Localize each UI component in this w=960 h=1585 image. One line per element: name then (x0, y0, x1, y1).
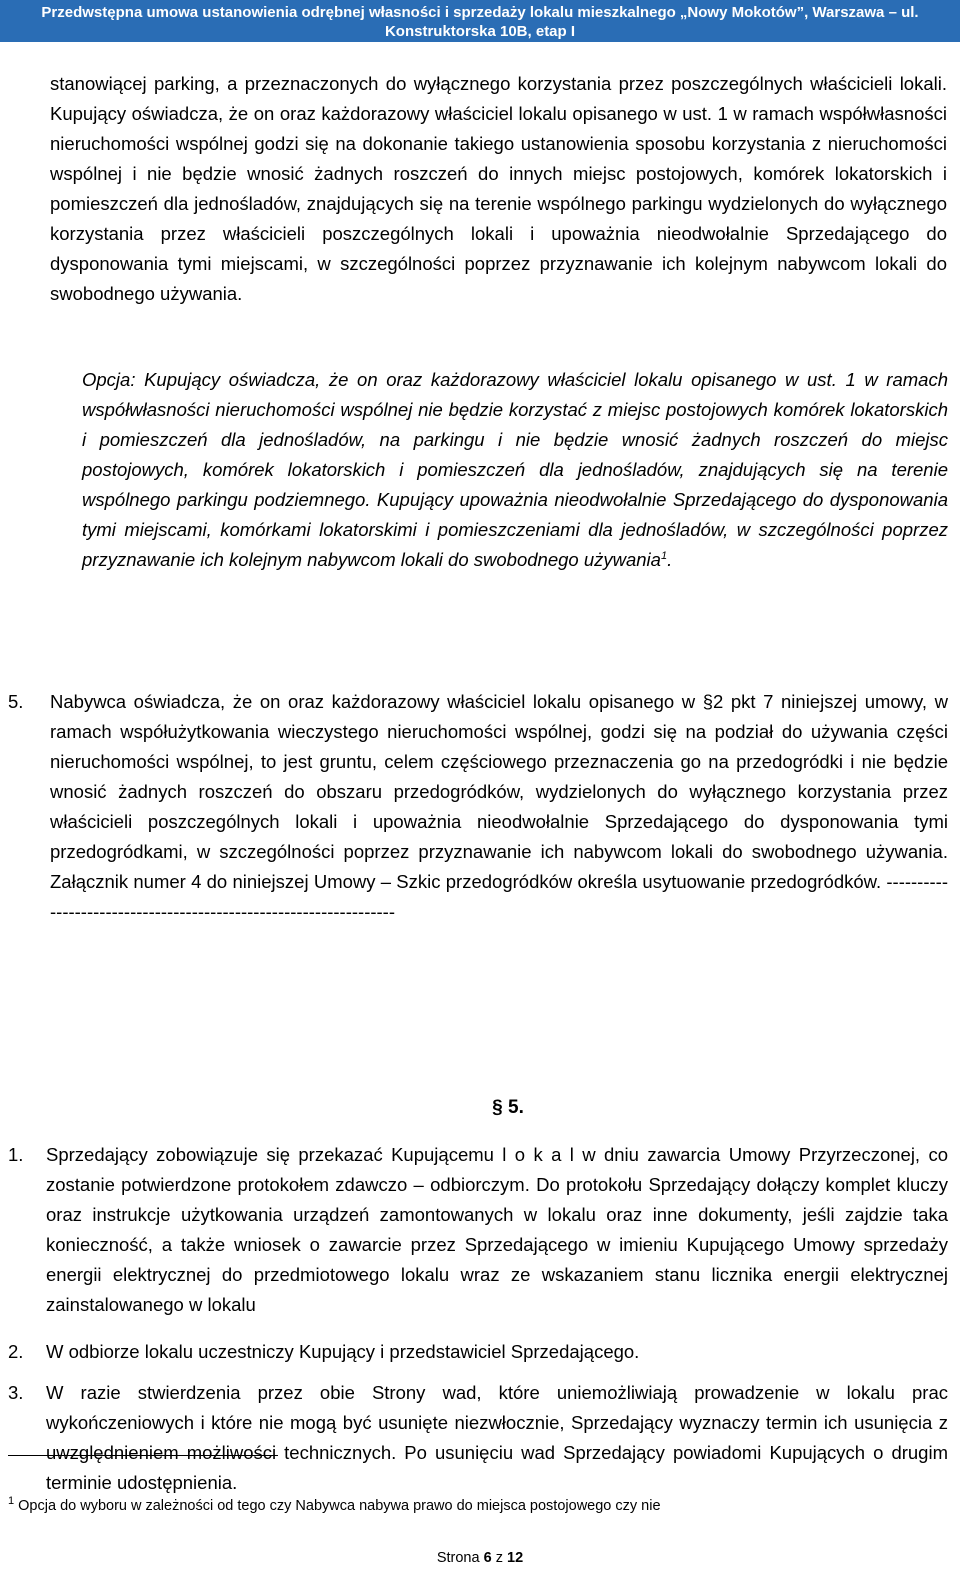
document-header (0, 0, 960, 42)
list-item-text: W razie stwierdzenia przez obie Strony wad, które uniemożliwiają prowadzenie w lokalu prac wykończeniowych i które nie mogą być usunięte niezwłocznie, Sprzedający wyznaczy termin ich usunięcia z uwzględnieniem możliwości technicznych. Po usunięciu wad Sprzedający powiadomi Kupujących o drugim terminie udostępnienia. (46, 1382, 948, 1493)
footnote-reference: 1 (660, 549, 668, 562)
header-title-line2: Konstruktorska 10B, etap I (384, 23, 576, 40)
paragraph-parking: stanowiącej parking, a przeznaczonych do wyłącznego korzystania przez poszczególnych właścicieli lokali. Kupujący oświadcza, że on oraz każdorazowy właściciel lokalu opisanego w ust. 1 w ramach współwłasności nieruchomości wspólnej godzi się na dokonanie takiego ustanowienia sposobu korzystania z nieruchomości wspólnej i nie będzie wnosić żadnych roszczeń do innych miejsc postojowych, komórek lokatorskich i pomieszczeń dla jednośladów, znajdujących się na terenie wspólnego parkingu wydzielonych do wyłącznego korzystania przez właścicieli poszczególnych lokali i upoważnia nieodwołalnie Sprzedającego do dysponowania tymi miejscami, w szczególności poprzez przyznawanie ich kolejnym nabywcom lokali do swobodnego używania. (50, 73, 947, 304)
footnote-text: Opcja do wyboru w zależności od tego czy Nabywca nabywa prawo do miejsca postojowego czy nie (18, 1498, 661, 1514)
page-footer (0, 1550, 960, 1566)
header-title-line1: Przedwstępna umowa ustanowienia odrębnej własności i sprzedaży lokalu mieszkalnego „Nowy Mokotów”, Warszawa – ul. (41, 4, 919, 21)
footnote-divider (8, 1455, 278, 1456)
page-total: 12 (507, 1550, 524, 1566)
section-number: 5. (508, 1097, 524, 1118)
list-item-text: Nabywca oświadcza, że on oraz każdorazowy właściciel lokalu opisanego w §2 pkt 7 niniejszej umowy, w ramach współużytkowania wieczystego nieruchomości wspólnej, godzi się na podział do używania części nieruchomości wspólnej, to jest gruntu, celem częściowego przeznaczenia go na przedogródki i nie będzie wnosić żadnych roszczeń do obszaru przedogródków, wydzielonych do wyłącznego korzystania przez właścicieli poszczególnych lokali i upoważnia nieodwołalnie Sprzedającego do dysponowania tymi przedogródkami, w szczególności poprzez przyznawanie ich nabywcom lokali do swobodnego używania. Załącznik numer 4 do niniejszej Umowy – Szkic przedogródków określa usytuowanie przedogródków. ------------------------------------------------------------------ (50, 691, 948, 922)
section-symbol: § (492, 1097, 503, 1118)
list-item-number: 5. (8, 691, 24, 712)
section-heading (0, 1094, 960, 1122)
option-paragraph (82, 365, 948, 575)
list-item-number: 1. (8, 1144, 24, 1165)
footnote (8, 1497, 948, 1515)
page-separator: z (495, 1550, 503, 1566)
list-item-text: Sprzedający zobowiązuje się przekazać Kupującemu l o k a l w dniu zawarcia Umowy Przyrzeczonej, co zostanie potwierdzone protokołem zdawczo – odbiorczym. Do protokołu Sprzedający dołączy komplet kluczy oraz instrukcje użytkowania urządzeń zamontowanych w lokalu oraz inne dokumenty, jeśli zajdzie taka konieczność, a także wniosek o zawarcie przez Sprzedającego w imieniu Kupującego Umowy sprzedaży energii elektrycznej do przedmiotowego lokalu wraz ze wskazaniem stanu licznika energii elektrycznej zainstalowanego w lokalu (46, 1144, 948, 1315)
list-item-number: 3. (8, 1382, 24, 1403)
page-number: 6 (483, 1550, 492, 1566)
footnote-marker: 1 (8, 1495, 15, 1508)
option-text: Opcja: Kupujący oświadcza, że on oraz każdorazowy właściciel lokalu opisanego w ust. 1 w ramach współwłasności nieruchomości wspólnej nie będzie korzystać z miejsc postojowych komórek lokatorskich i pomieszczeń dla jednośladów, na parkingu i nie będzie wnosić żadnych roszczeń do miejsc postojowych, komórek lokatorskich i pomieszczeń dla jednośladów, znajdujących się na terenie wspólnego parkingu podziemnego. Kupujący upoważnia nieodwołalnie Sprzedającego do dysponowania tymi miejscami, komórkami lokatorskimi i pomieszczeniami dla jednośladów, w szczególności poprzez przyznawanie ich kolejnym nabywcom lokali do swobodnego używania (82, 369, 948, 570)
page-label: Strona (436, 1550, 480, 1566)
list-item-number: 2. (8, 1341, 24, 1362)
list-item-text: W odbiorze lokalu uczestniczy Kupujący i przedstawiciel Sprzedającego. (46, 1341, 640, 1362)
option-end: . (667, 549, 673, 570)
